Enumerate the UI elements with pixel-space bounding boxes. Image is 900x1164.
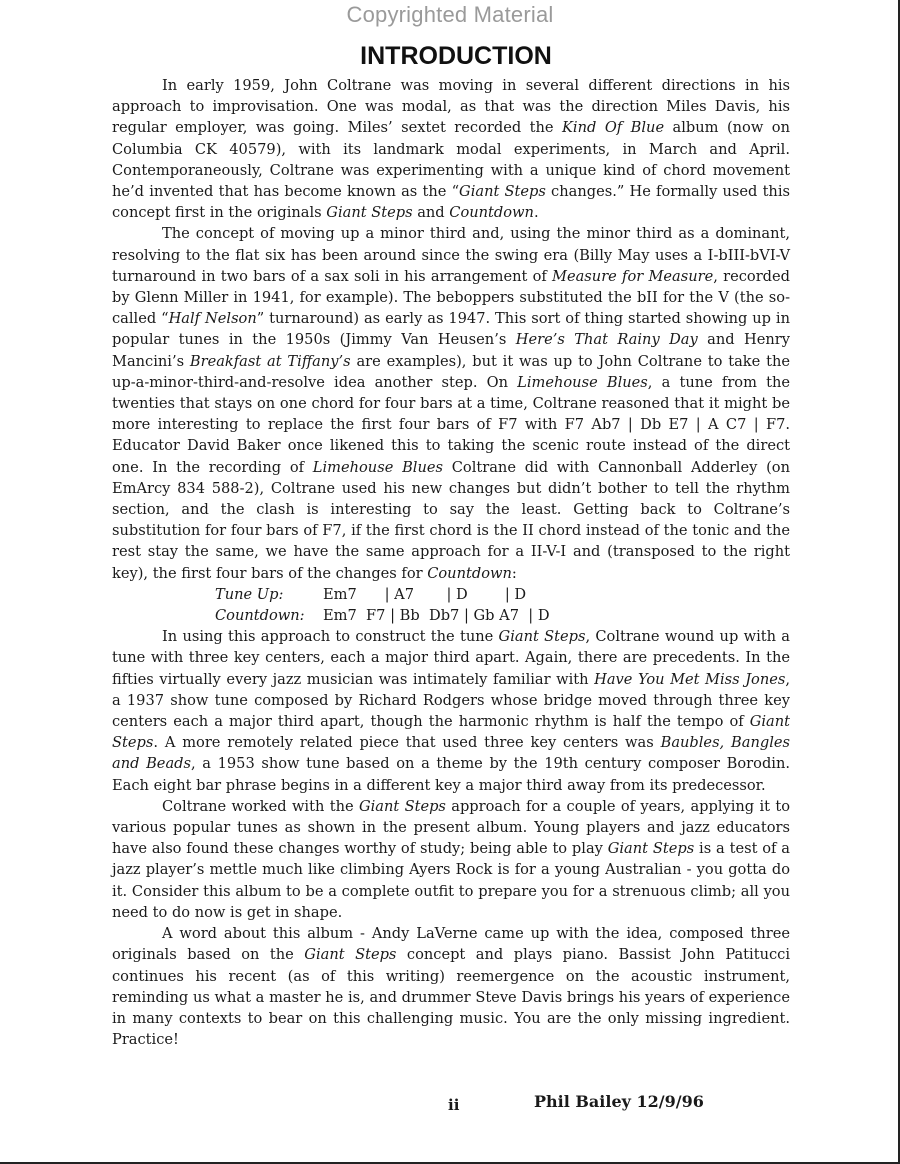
body-text: and Henry Mancini’s bbox=[112, 331, 790, 370]
italic-title-text: Limehouse Blues bbox=[312, 458, 443, 476]
body-text: In using this approach to construct the tune bbox=[162, 628, 499, 646]
body-text: In early 1959, John Coltrane was moving in several different directions in his approach to improvisation. One was modal, as that was the direction Miles Davis, his regular employer, was going. Miles’ sextet recorded the bbox=[112, 77, 790, 137]
body-text: Coltrane did with Cannonball Adderley (on EmArcy 834 588-2), Coltrane used his new changes but didn’t bother to tell the rhythm section, and the clash is interesting to say the least. Getting back to Coltrane’s substitution for four bars of F7, if the first chord is the II chord instead of the tonic and the rest stay the same, we have the same approach for a II-V-I and (transposed to the right key), the first four bars of the changes for bbox=[112, 458, 790, 582]
italic-title-text: Giant Steps bbox=[607, 840, 695, 858]
italic-title-text: Baubles, Bangles and Beads bbox=[112, 734, 790, 773]
italic-title-text: Giant Steps bbox=[498, 628, 586, 646]
page-footer bbox=[0, 1092, 900, 1120]
italic-title-text: Limehouse Blues bbox=[517, 373, 648, 391]
page-number: ii bbox=[448, 1096, 460, 1114]
body-text: album (now on Columbia CK 40579), with its landmark modal experiments, in March and April. Contemporaneously, Coltrane was experimenting with a unique kind of chord movement he’d invented that has become known as the “ bbox=[112, 119, 790, 201]
italic-title-text: Giant Steps bbox=[326, 204, 413, 222]
body-text: are examples), but it was up to John Coltrane to take the up-a-minor-third-and-resolve idea another step. On bbox=[112, 352, 790, 391]
body-text: ” turnaround) as early as 1947. This sort of thing started showing up in popular tunes in the 1950s (Jimmy Van Heusen’s bbox=[112, 310, 791, 349]
body-text: is a test of a jazz player’s mettle much like climbing Ayers Rock is for a young Australian - you gotta do it. Consider this album to be a complete outfit to prepare you for a strenuous climb; all you need to do now is get in shape. bbox=[112, 840, 790, 921]
italic-title-text: Giant Steps bbox=[304, 946, 397, 964]
chord-changes-table bbox=[112, 584, 790, 626]
body-text: , a tune from the twenties that stays on one chord for four bars at a time, Coltrane reasoned that it might be more interesting to replace the first four bars of F7 with F7 Ab7 | Db E7 | A C7 | F7. Educator David Baker once likened this to taking the scenic route instead of the direct one. In the recording of bbox=[112, 373, 790, 476]
italic-title-text: Have You Met Miss Jones bbox=[594, 670, 786, 688]
paragraph-4 bbox=[112, 796, 790, 923]
body-text: and bbox=[412, 204, 450, 222]
introduction-body bbox=[112, 75, 790, 1050]
body-text: approach for a couple of years, applying it to various popular tunes as shown in the present album. Young players and jazz educators have also found these changes worthy of study; being able to play bbox=[112, 797, 791, 858]
page-title: INTRODUCTION bbox=[360, 42, 552, 70]
paragraph-2 bbox=[112, 223, 790, 583]
italic-title-text: Giant Steps bbox=[358, 797, 446, 815]
body-text: , a 1953 show tune based on a theme by the 19th century composer Borodin. Each eight bar phrase begins in a different key a major third away from its predecessor. bbox=[112, 755, 790, 794]
body-text: : bbox=[511, 564, 517, 582]
body-text: The concept of moving up a minor third and, using the minor third as a dominant, resolving to the flat six has been around since the swing era (Billy May uses a I-bIII-bVI-V turnaround in two bars of a sax soli in his arrangement of bbox=[112, 225, 790, 285]
italic-title-text: Measure for Measure bbox=[552, 267, 714, 285]
body-text: Coltrane worked with the bbox=[162, 797, 359, 815]
paragraph-1 bbox=[112, 75, 790, 223]
chord-row-chords: Em7 | A7 | D | D bbox=[323, 585, 527, 603]
copyright-watermark: Copyrighted Material bbox=[346, 2, 554, 27]
italic-title-text: Half Nelson bbox=[168, 310, 257, 328]
italic-title-text: Giant Steps bbox=[459, 183, 546, 201]
italic-title-text: Countdown bbox=[449, 204, 534, 222]
chord-row-label: Countdown: bbox=[215, 607, 305, 625]
body-text: , a 1937 show tune composed by Richard Rodgers whose bridge moved through three key centers each a major third apart, though the harmonic rhythm is half the tempo of bbox=[112, 670, 790, 731]
author-signature: Phil Bailey 12/9/96 bbox=[534, 1092, 704, 1111]
chord-row-chords: Em7 F7 | Bb Db7 | Gb A7 | D bbox=[323, 607, 550, 625]
paragraph-3 bbox=[112, 626, 790, 796]
body-text: . A more remotely related piece that used three key centers was bbox=[153, 734, 661, 752]
body-text: concept and plays piano. Bassist John Patitucci continues his recent (as of this writing) reemergence on the acoustic instrument, reminding us what a master he is, and drummer Steve Davis brings his years of experience in many contexts to bear on this challenging music. You are the only missing ingredient. Practice! bbox=[112, 946, 790, 1049]
body-text: A word about this album - Andy LaVerne came up with the idea, composed three originals based on the bbox=[112, 925, 790, 964]
chord-row-countdown bbox=[215, 605, 790, 626]
paragraph-5 bbox=[112, 923, 790, 1050]
chord-row-tune-up bbox=[215, 584, 790, 605]
body-text: changes.” He formally used this concept first in the originals bbox=[112, 183, 790, 222]
italic-title-text: Here’s That Rainy Day bbox=[515, 331, 698, 349]
italic-title-text: Giant Steps bbox=[112, 713, 790, 752]
body-text: , recorded by Glenn Miller in 1941, for example). The beboppers substituted the bII for the V (the so-called “ bbox=[112, 267, 790, 328]
italic-title-text: Kind Of Blue bbox=[562, 119, 665, 137]
body-text: . bbox=[533, 204, 539, 222]
chord-row-label: Tune Up: bbox=[215, 585, 284, 603]
italic-title-text: Breakfast at Tiffany’s bbox=[189, 352, 351, 370]
body-text: , Coltrane wound up with a tune with three key centers, each a major third apart. Again, there are precedents. In the fifties virtually every jazz musician was intimately familiar with bbox=[112, 628, 790, 688]
italic-title-text: Countdown bbox=[427, 564, 512, 582]
